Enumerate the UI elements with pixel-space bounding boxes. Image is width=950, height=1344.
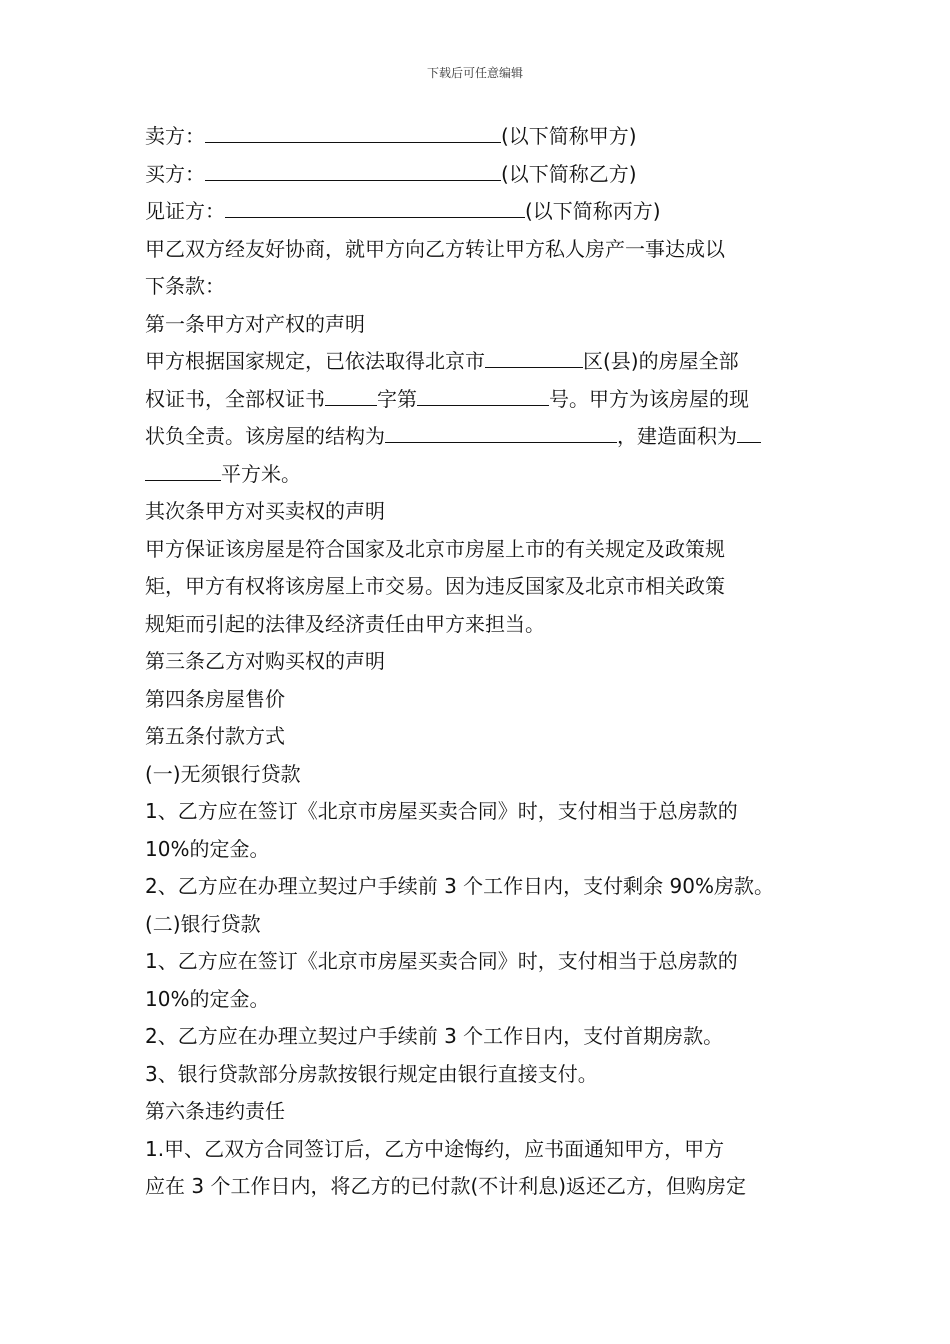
area-blank-end <box>145 458 221 481</box>
buyer-line <box>145 156 815 194</box>
article-6-line-1: 1.甲、乙双方合同签订后，乙方中途悔约，应书面通知甲方，甲方 <box>145 1136 725 1161</box>
article-1-text-h: 平方米。 <box>221 461 301 486</box>
seller-suffix: (以下简称甲方) <box>501 124 637 148</box>
article-2-line-3: 规矩而引起的法律及经济责任由甲方来担当。 <box>145 611 545 636</box>
option-1-item-2: 2、乙方应在办理立契过户手续前 3 个工作日内，支付剩余 90%房款。 <box>145 874 774 898</box>
option-2-item-1-line-1: 1、乙方应在签订《北京市房屋买卖合同》时，支付相当于总房款的 <box>145 949 738 973</box>
article-2-line-2: 矩，甲方有权将该房屋上市交易。因为违反国家及北京市相关政策 <box>145 574 725 598</box>
seller-line <box>145 118 815 156</box>
witness-blank <box>225 195 525 218</box>
option-2-item-1-line-2: 10%的定金。 <box>145 986 270 1011</box>
option-2-title: (二)银行贷款 <box>145 911 261 936</box>
intro-line-2: 下条款： <box>145 274 225 298</box>
witness-line <box>145 193 815 231</box>
buyer-label: 买方： <box>145 161 205 186</box>
article-1-text-e: 号。甲方为该房屋的现 <box>549 386 749 411</box>
article-1-text-f: 状负全责。该房屋的结构为 <box>145 424 385 448</box>
structure-blank <box>385 420 617 443</box>
certificate-prefix-blank <box>325 383 377 406</box>
district-blank <box>485 345 583 368</box>
witness-label: 见证方： <box>145 199 225 223</box>
intro-line-1: 甲乙双方经友好协商，就甲方向乙方转让甲方私人房产一事达成以 <box>145 236 725 261</box>
article-1-text-b: 区(县)的房屋全部 <box>583 349 739 373</box>
article-6-title: 第六条违约责任 <box>145 1099 285 1123</box>
certificate-number-blank <box>417 383 549 406</box>
article-2-line-1: 甲方保证该房屋是符合国家及北京市房屋上市的有关规定及政策规 <box>145 536 725 561</box>
article-4-title: 第四条房屋售价 <box>145 686 285 711</box>
article-5-title: 第五条付款方式 <box>145 724 285 748</box>
buyer-blank <box>205 158 501 181</box>
article-1-text-d: 字第 <box>377 386 417 411</box>
option-1-item-1-line-1: 1、乙方应在签订《北京市房屋买卖合同》时，支付相当于总房款的 <box>145 799 738 823</box>
seller-blank <box>205 120 501 143</box>
article-1-text-a: 甲方根据国家规定，已依法取得北京市 <box>145 349 485 373</box>
article-3-title: 第三条乙方对购买权的声明 <box>145 649 385 673</box>
article-1-text-g: ，建造面积为 <box>617 424 737 448</box>
page-header: 下载后可任意编辑 <box>426 66 523 80</box>
article-1-line-1 <box>145 343 815 381</box>
buyer-suffix: (以下简称乙方) <box>501 161 637 186</box>
seller-label: 卖方： <box>145 124 205 148</box>
article-2-title: 其次条甲方对买卖权的声明 <box>145 499 385 523</box>
article-1-line-3 <box>145 418 815 456</box>
article-1-line-4 <box>145 456 815 494</box>
witness-suffix: (以下简称丙方) <box>525 199 661 223</box>
article-6-line-2: 应在 3 个工作日内，将乙方的已付款(不计利息)返还乙方，但购房定 <box>145 1174 747 1198</box>
article-1-line-2 <box>145 381 815 419</box>
contract-body <box>145 118 815 1206</box>
option-2-item-2: 2、乙方应在办理立契过户手续前 3 个工作日内，支付首期房款。 <box>145 1024 724 1048</box>
area-blank-start <box>737 420 761 443</box>
option-2-item-3: 3、银行贷款部分房款按银行规定由银行直接支付。 <box>145 1061 598 1086</box>
article-1-text-c: 权证书，全部权证书 <box>145 386 325 411</box>
option-1-title: (一)无须银行贷款 <box>145 761 301 786</box>
article-1-title: 第一条甲方对产权的声明 <box>145 311 365 336</box>
option-1-item-1-line-2: 10%的定金。 <box>145 836 270 861</box>
